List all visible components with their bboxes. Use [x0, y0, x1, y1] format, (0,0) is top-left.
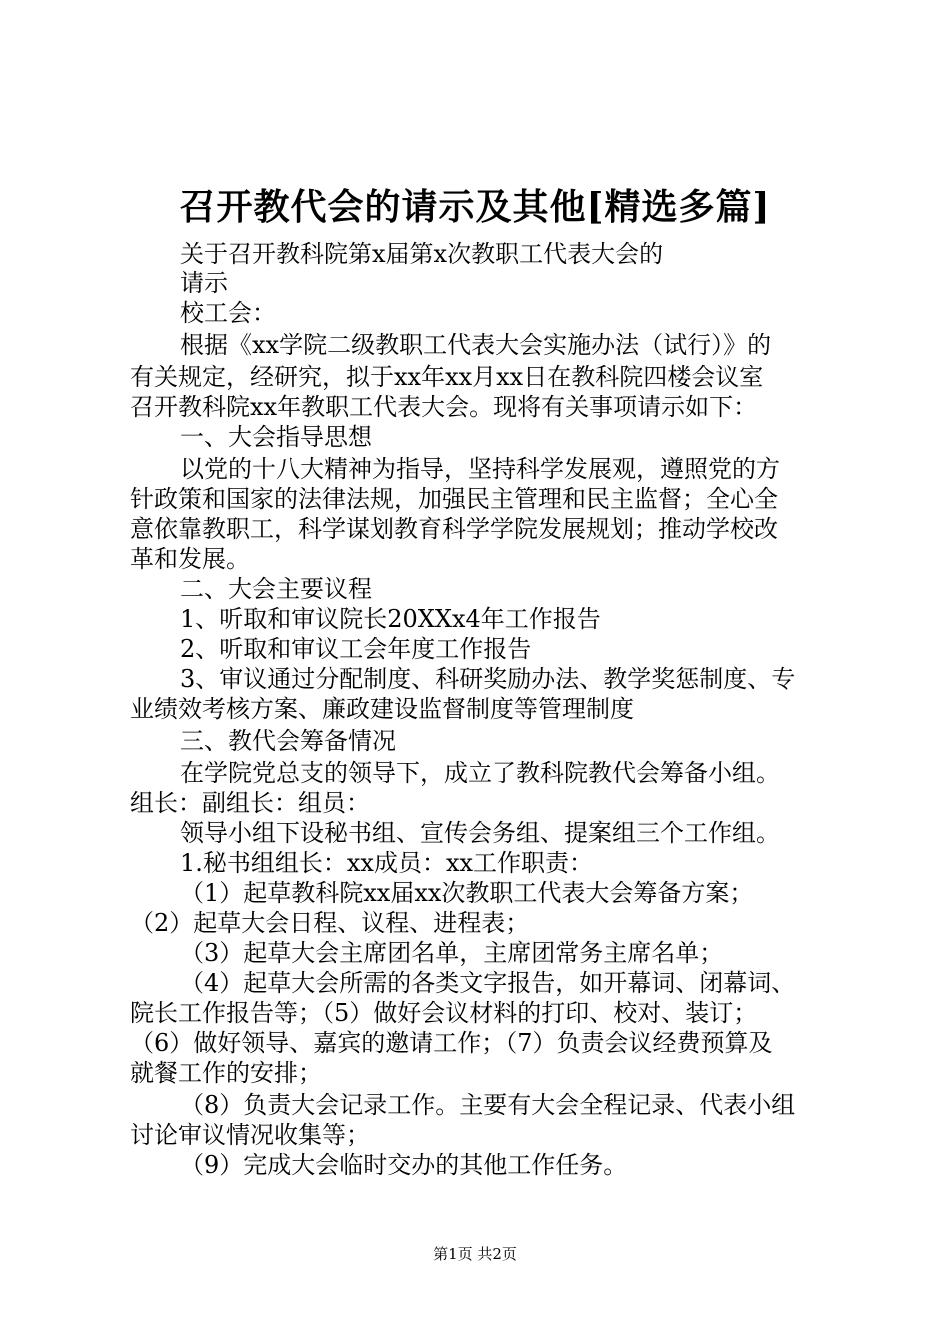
text-line: 3、审议通过分配制度、科研奖励办法、教学奖惩制度、专: [180, 665, 796, 693]
text-line: （8）负责大会记录工作。主要有大会全程记录、代表小组: [180, 1091, 796, 1119]
text-line: 就餐工作的安排；: [130, 1059, 322, 1087]
text-line: 讨论审议情况收集等；: [130, 1121, 370, 1149]
text-line: （2）起草大会日程、议程、进程表；: [130, 909, 530, 937]
text-line: （9）完成大会临时交办的其他工作任务。: [180, 1151, 628, 1179]
text-line: 针政策和国家的法律法规，加强民主管理和民主监督；全心全: [130, 485, 778, 513]
text-line: （6）做好领导、嘉宾的邀请工作；（7）负责会议经费预算及: [130, 1029, 773, 1057]
text-line: 革和发展。: [130, 545, 250, 573]
text-line: 召开教科院xx年教职工代表大会。现将有关事项请示如下：: [130, 393, 758, 421]
section-heading: 二、大会主要议程: [180, 575, 372, 603]
text-line: 意依靠教职工，科学谋划教育科学学院发展规划；推动学校改: [130, 515, 778, 543]
section-heading: 三、教代会筹备情况: [180, 727, 396, 755]
text-line: 2、听取和审议工会年度工作报告: [180, 635, 532, 663]
text-line: 院长工作报告等；（5）做好会议材料的打印、校对、装订；: [130, 999, 758, 1027]
text-line: 1、听取和审议院长20XXx4年工作报告: [180, 605, 601, 633]
text-line: （1）起草教科院xx届xx次教职工代表大会筹备方案；: [180, 879, 754, 907]
text-line: 关于召开教科院第x届第x次教职工代表大会的: [180, 240, 664, 268]
text-line: 领导小组下设秘书组、宣传会务组、提案组三个工作组。: [180, 819, 780, 847]
text-line: （4）起草大会所需的各类文字报告，如开幕词、闭幕词、: [180, 969, 796, 997]
page-number: 第1页 共2页: [433, 1245, 517, 1263]
text-line: 业绩效考核方案、廉政建设监督制度等管理制度: [130, 695, 634, 723]
text-line: 有关规定，经研究，拟于xx年xx月xx日在教科院四楼会议室: [130, 363, 764, 391]
text-line: 根据《xx学院二级教职工代表大会实施办法（试行）》的: [180, 331, 772, 359]
text-line: 1.秘书组组长：xx成员：xx工作职责：: [180, 849, 594, 877]
text-line: （3）起草大会主席团名单，主席团常务主席名单；: [180, 939, 724, 967]
text-line: 请示: [180, 269, 228, 297]
text-line: 校工会：: [180, 299, 276, 327]
document-title: 召开教代会的请示及其他[精选多篇]: [179, 186, 771, 228]
text-line: 以党的十八大精神为指导，坚持科学发展观，遵照党的方: [180, 455, 780, 483]
text-line: 组长：副组长：组员：: [130, 789, 370, 817]
text-line: 在学院党总支的领导下，成立了教科院教代会筹备小组。: [180, 759, 780, 787]
section-heading: 一、大会指导思想: [180, 423, 372, 451]
